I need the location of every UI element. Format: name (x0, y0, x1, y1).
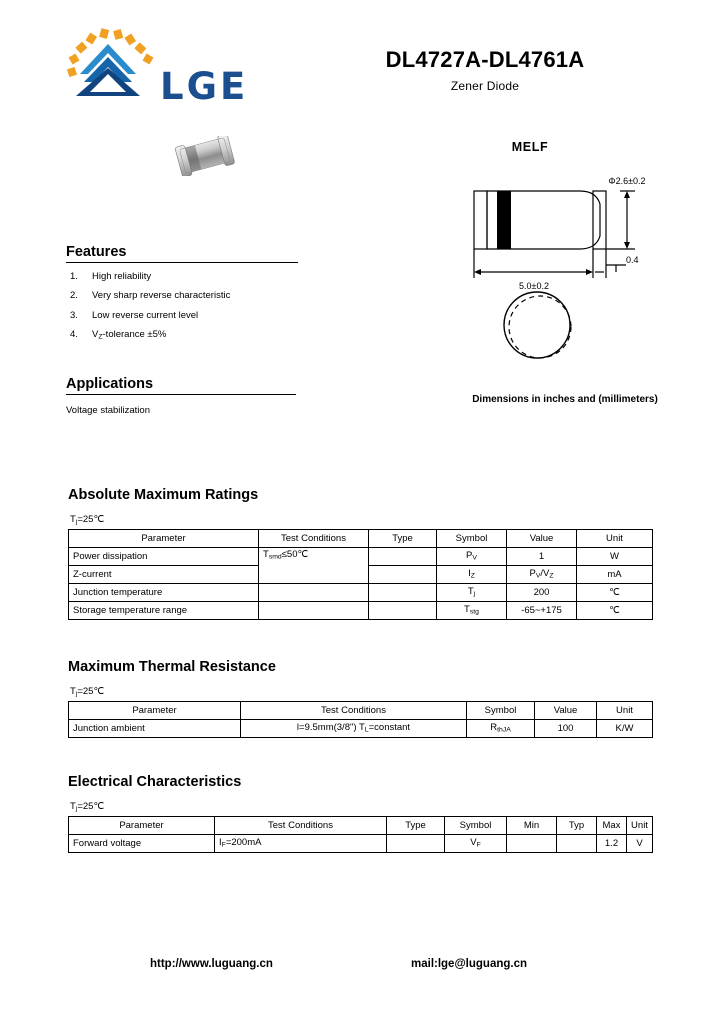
table-row (69, 547, 653, 565)
lge-mountain-logo-icon (62, 24, 154, 98)
feature-number: 1. (70, 271, 78, 282)
col-type: Type (369, 529, 437, 547)
cell-value: 100 (535, 719, 597, 737)
dimensions-caption: Dimensions in inches and (millimeters) (472, 394, 658, 405)
col-symbol: Symbol (445, 816, 507, 834)
page-header (0, 0, 720, 120)
cell-type (369, 601, 437, 619)
electrical-condition: $T_j=25℃$ (70, 801, 105, 813)
page-subtitle: Zener Diode (450, 79, 520, 94)
thermal-resistance-table (68, 701, 653, 738)
table-row (69, 834, 653, 852)
cell-max: 1.2 (597, 834, 627, 852)
page-footer (0, 958, 720, 978)
cell-symbol: $V_F$ (445, 834, 507, 852)
feature-item (66, 291, 298, 302)
feature-label: Low reverse current level (92, 309, 199, 321)
cell-unit: mA (577, 565, 653, 583)
cell-test-conditions: $T_{smd}\le 50℃$ (259, 547, 369, 583)
title-block (320, 48, 650, 93)
feature-number: 2. (70, 290, 78, 302)
feature-label: Very sharp reverse characteristic (92, 290, 231, 302)
table-header-row (69, 529, 653, 547)
cell-test-conditions (259, 601, 369, 619)
abs-max-heading: Absolute Maximum Ratings (68, 487, 259, 503)
col-type: Type (387, 816, 445, 834)
col-test-conditions: Test Conditions (259, 529, 369, 547)
cell-type (369, 565, 437, 583)
thermal-condition: $T_j=25℃$ (70, 686, 105, 698)
cell-value: 200 (507, 583, 577, 601)
col-max: Max (597, 816, 627, 834)
electrical-heading: Electrical Characteristics (68, 774, 242, 790)
abs-max-table (68, 529, 653, 620)
table-row (69, 719, 653, 737)
col-parameter: Parameter (69, 816, 215, 834)
col-symbol: Symbol (437, 529, 507, 547)
cell-type (387, 834, 445, 852)
dimension-length: 5.0±0.2 (519, 281, 549, 291)
col-symbol: Symbol (467, 701, 535, 719)
cell-symbol: $T_{stg}$ (437, 601, 507, 619)
logo-wordmark: LGE (160, 65, 249, 108)
col-value: Value (535, 701, 597, 719)
footer-website-link[interactable]: http://www.luguang.cn (150, 958, 273, 970)
features-rule (66, 262, 298, 263)
company-logo (62, 24, 362, 108)
feature-item (66, 330, 298, 342)
applications-text: Voltage stabilization (66, 405, 150, 416)
footer-email-link[interactable]: mail:lge@luguang.cn (411, 958, 527, 970)
cell-test-conditions (259, 583, 369, 601)
table-row (69, 601, 653, 619)
cell-unit: ℃ (577, 583, 653, 601)
cell-parameter: Storage temperature range (69, 601, 259, 619)
cell-parameter: Forward voltage (69, 834, 215, 852)
cell-type (369, 547, 437, 565)
feature-number: 4. (70, 329, 78, 341)
cell-unit: ℃ (577, 601, 653, 619)
cell-symbol: $P_V$ (437, 547, 507, 565)
cell-unit: V (627, 834, 653, 852)
electrical-characteristics-table (68, 816, 653, 853)
features-heading: Features (66, 244, 127, 260)
features-section (66, 244, 298, 350)
abs-max-condition: $T_j=25℃$ (70, 514, 105, 526)
page-title: DL4727A-DL4761A (385, 47, 585, 72)
cell-value: $P_V/V_Z$ (507, 565, 577, 583)
feature-item (66, 272, 298, 283)
cell-parameter: Junction ambient (69, 719, 241, 737)
col-unit: Unit (577, 529, 653, 547)
col-test-conditions: Test Conditions (241, 701, 467, 719)
cell-type (369, 583, 437, 601)
cell-symbol: $T_j$ (437, 583, 507, 601)
cell-unit: W (577, 547, 653, 565)
cell-min (507, 834, 557, 852)
cell-test-conditions: l=9.5mm(3/8") $T_L=constant$ (241, 719, 467, 737)
feature-item (66, 311, 298, 322)
col-unit: Unit (597, 701, 653, 719)
table-header-row (69, 701, 653, 719)
cell-parameter: Power dissipation (69, 547, 259, 565)
cell-test-conditions: $I_F=200mA$ (215, 834, 387, 852)
feature-label: $V_Z$-tolerance ±5% (92, 329, 167, 341)
col-value: Value (507, 529, 577, 547)
cell-value: -65~+175 (507, 601, 577, 619)
melf-outline-drawing (430, 132, 700, 382)
col-min: Min (507, 816, 557, 834)
applications-section (66, 376, 296, 416)
cell-symbol: $I_Z$ (437, 565, 507, 583)
col-unit: Unit (627, 816, 653, 834)
feature-number: 3. (70, 309, 78, 321)
cell-value: 1 (507, 547, 577, 565)
absolute-maximum-ratings-section (68, 487, 652, 620)
cell-parameter: Junction temperature (69, 583, 259, 601)
applications-rule (66, 394, 296, 395)
thermal-resistance-section (68, 659, 652, 738)
col-parameter: Parameter (69, 701, 241, 719)
package-label: MELF (511, 140, 549, 154)
col-parameter: Parameter (69, 529, 259, 547)
cell-unit: K/W (597, 719, 653, 737)
cell-typ (557, 834, 597, 852)
product-photo (172, 136, 238, 176)
col-typ: Typ (557, 816, 597, 834)
package-drawing (430, 132, 700, 412)
feature-label: High reliability (92, 271, 152, 282)
dimension-cap: 0.4 (626, 255, 639, 265)
col-test-conditions: Test Conditions (215, 816, 387, 834)
dimension-diameter: Φ2.6±0.2 (608, 176, 646, 186)
applications-heading: Applications (66, 376, 154, 392)
cell-parameter: Z-current (69, 565, 259, 583)
electrical-characteristics-section (68, 774, 652, 853)
thermal-heading: Maximum Thermal Resistance (68, 659, 276, 675)
cell-symbol: $R_{thJA}$ (467, 719, 535, 737)
table-row (69, 583, 653, 601)
table-header-row (69, 816, 653, 834)
